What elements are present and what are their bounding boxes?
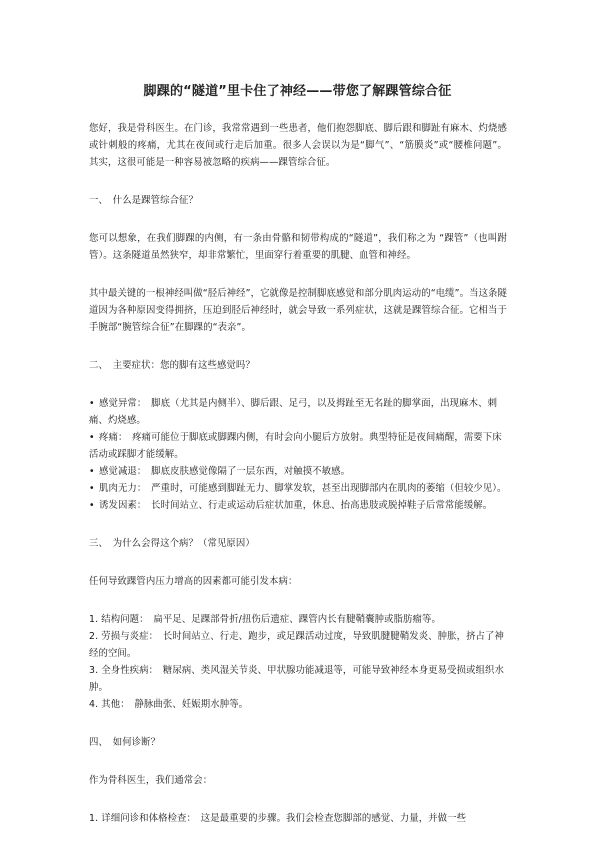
list-item-text: 其他： 静脉曲张、妊娠期水肿等。 (101, 699, 249, 710)
section-4-lead: 作为骨科医生，我们通常会： (89, 775, 213, 786)
list-item-text: 肌肉无力： 严重时，可能感到脚趾无力、脚掌发软，甚至出现脚部内在肌肉的萎缩（但较少见）。 (99, 483, 507, 494)
list-item (89, 395, 507, 429)
bullet-marker: • (89, 432, 95, 443)
number-marker: 2. (89, 631, 99, 642)
number-marker: 4. (89, 699, 99, 710)
list-item (89, 429, 507, 463)
list-item-text: 劳损与炎症： 长时间站立、行走、跑步，或足踝活动过度，导致肌腱腱鞘发炎、肿胀，挤占了神经的空间。 (89, 631, 504, 659)
list-item-text: 感觉异常： 脚底（尤其是内侧半）、脚后跟、足弓，以及拇趾至无名趾的脚掌面，出现麻木、刺痛、灼烧感。 (89, 398, 498, 426)
bullet-marker: • (89, 500, 95, 511)
list-item (89, 810, 507, 827)
bullet-marker: • (89, 483, 95, 494)
list-item (89, 497, 507, 514)
list-item-text: 详细问诊和体格检查： 这是最重要的步骤。我们会检查您脚部的感觉、力量，并做一些 (101, 813, 467, 824)
bullet-marker: • (89, 466, 95, 477)
list-item-text: 感觉减退： 脚底皮肤感觉像隔了一层东西，对触摸不敏感。 (99, 466, 351, 477)
section-4-heading: 四、 如何诊断？ (89, 737, 161, 748)
number-marker: 1. (89, 614, 99, 625)
list-item (89, 628, 507, 662)
list-item (89, 480, 507, 497)
list-item (89, 696, 507, 713)
list-item-text: 全身性疾病： 糖尿病、类风湿关节炎、甲状腺功能减退等，可能导致神经本身更易受损或组织水肿。 (89, 665, 504, 693)
list-item-text: 疼痛： 疼痛可能位于脚底或脚踝内侧，有时会向小腿后方放射。典型特征是夜间痛醒，需要下床活动或踩脚才能缓解。 (89, 432, 502, 460)
list-item (89, 611, 507, 628)
section-3-lead: 任何导致踝管内压力增高的因素都可能引发本病： (89, 576, 298, 587)
list-item-text: 诱发因素： 长时间站立、行走或运动后症状加重，休息、抬高患肢或脱掉鞋子后常常能缓解。 (99, 500, 493, 511)
section-1-heading: 一、 什么是踝管综合征？ (89, 195, 199, 206)
symptom-list (89, 395, 507, 514)
number-marker: 3. (89, 665, 99, 676)
section-2-heading: 二、 主要症状：您的脚有这些感觉吗？ (89, 360, 255, 371)
list-item-text: 结构问题： 扁平足、足踝部骨折/扭伤后遗症、踝管内长有腱鞘囊肿或脂肪瘤等。 (101, 614, 441, 625)
list-item (89, 662, 507, 696)
document-title: 脚踝的“隧道”里卡住了神经——带您了解踝管综合征 (143, 84, 452, 99)
intro-paragraph: 您好，我是骨科医生。在门诊，我常常遇到一些患者，他们抱怨脚底、脚后跟和脚趾有麻木、灼烧感或针刺般的疼痛，尤其在夜间或行走后加重。很多人会误以为是“脚气”、“筋膜炎”或“腰椎问题”。其实，这很可能是一种容易被忽略的疾病——踝管综合征。 (89, 123, 507, 168)
section-1-paragraph-2: 其中最关键的一根神经叫做“胫后神经”，它就像是控制脚底感觉和部分肌肉运动的“电缆”。当这条隧道因为各种原因变得拥挤，压迫到胫后神经时，就会导致一系列症状，这就是踝管综合征。它相当于手腕部“腕管综合征”在脚踝的“表亲”。 (89, 288, 507, 333)
list-item (89, 463, 507, 480)
cause-list (89, 611, 507, 713)
number-marker: 1. (89, 813, 99, 824)
section-1-paragraph-1: 您可以想象，在我们脚踝的内侧，有一条由骨骼和韧带构成的“隧道”，我们称之为 “踝管”（也叫跗管）。这条隧道虽然狭窄，却非常繁忙，里面穿行着重要的肌腱、血管和神经。 (89, 233, 507, 261)
bullet-marker: • (89, 398, 95, 409)
section-3-heading: 三、 为什么会得这个病？（常见原因） (89, 538, 255, 549)
document-body (89, 120, 507, 848)
diagnosis-list (89, 810, 507, 827)
